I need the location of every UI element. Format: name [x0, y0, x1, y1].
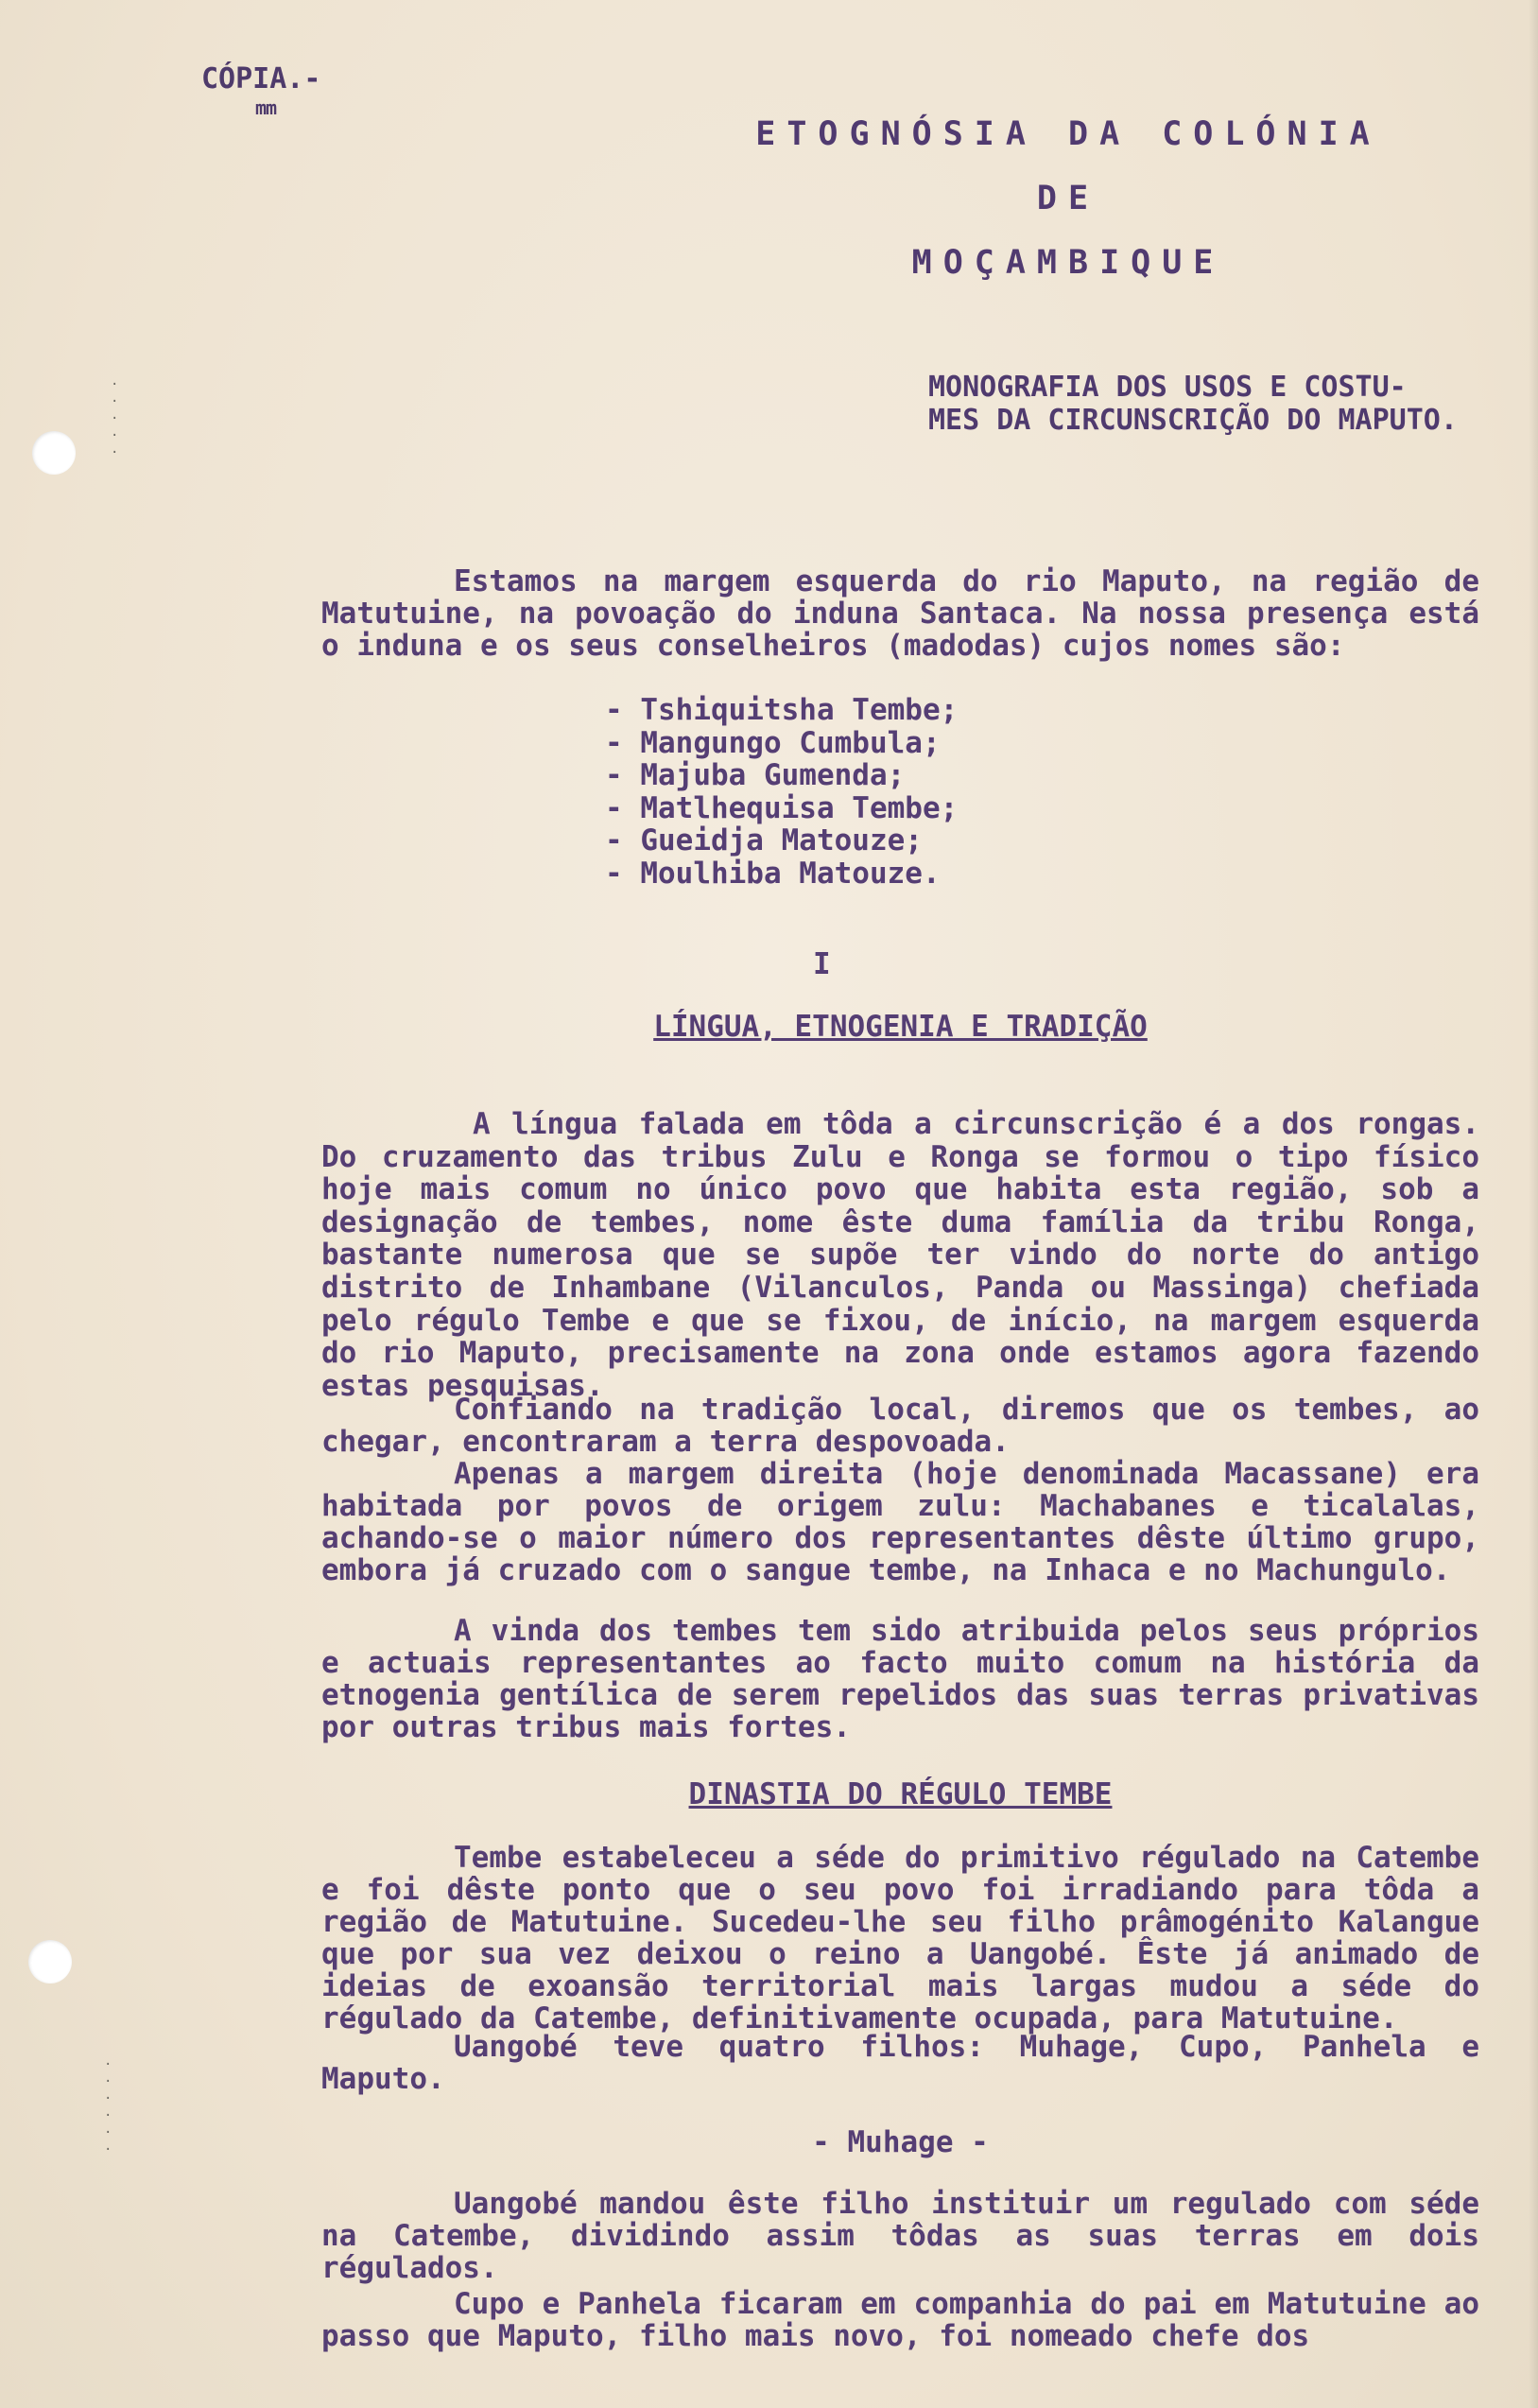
intro-paragraph: Estamos na margem esquerda do rio Maputo, na região de Matutuine, na povoação do induna Santaca. Na nossa presença está o induna e os seus conselheiros (madodas) cujos nomes são: — [321, 564, 1479, 663]
section-heading: LÍNGUA, ETNOGENIA E TRADIÇÃO — [653, 1010, 1148, 1044]
monograph-subtitle: MONOGRAFIA DOS USOS E COSTU- MES DA CIRCUNSCRIÇÃO DO MAPUTO. — [928, 371, 1458, 437]
document-title-line-3: MOÇAMBIQUE — [911, 244, 1225, 282]
margin-marks-bottom: · · · · · · — [104, 2057, 112, 2157]
counselor-item: - Matlhequisa Tembe; — [605, 790, 959, 825]
copy-stamp: CÓPIA.- — [201, 62, 321, 95]
dynasty-paragraph-2: Uangobé teve quatro filhos: Muhage, Cupo, Panhela e Maputo. — [321, 2030, 1479, 2096]
section-paragraph-1: A língua falada em tôda a circunscrição é a dos rongas. Do cruzamento das tribus Zulu e Ronga se formou o tipo físico hoje mais comum no único povo que habita esta região, sob a designação de tembes, nome êste duma família da tribu Ronga, bastante numerosa que se supõe ter vindo do norte do antigo distrito de Inhambane (Vilanculos, Panda ou Massinga) chefiada pelo régulo Tembe e que se fixou, de início, na margem esquerda do rio Maputo, precisamente na zona onde estamos agora fazendo estas pesquisas. — [321, 1107, 1479, 1403]
subsection-heading: - Muhage - — [812, 2125, 989, 2159]
counselor-item: - Majuba Gumenda; — [605, 758, 906, 792]
counselor-item: - Mangungo Cumbula; — [605, 725, 941, 760]
muhage-paragraph-1: Uangobé mandou êste filho instituir um regulado com séde na Catembe, dividindo assim tôdas as suas terras em dois régulados. — [321, 2187, 1479, 2285]
punch-hole-top — [32, 431, 76, 475]
page-edge-shadow — [1529, 0, 1538, 2408]
counselor-item: - Moulhiba Matouze. — [605, 856, 941, 891]
section-paragraph-4: A vinda dos tembes tem sido atribuida pelos seus próprios e actuais representantes ao facto muito comum na história da etnogenia gentílica de serem repelidos das suas terras privativas por outras tribus mais fortes. — [321, 1614, 1479, 1744]
copy-initials: mm — [255, 96, 277, 119]
section-paragraph-3: Apenas a margem direita (hoje denominada Macassane) era habitada por povos de origem zulu: Machabanes e ticalalas, achando-se o maior número dos representantes dêste último grupo, embora já cruzado com o sangue tembe, na Inhaca e no Machungulo. — [321, 1457, 1479, 1587]
margin-marks-top: · · · · · — [111, 377, 119, 460]
document-title-line-2: DE — [1036, 180, 1100, 217]
section-number: I — [813, 947, 831, 981]
dynasty-heading: DINASTIA DO RÉGULO TEMBE — [688, 1777, 1113, 1811]
document-title-line-1: ETOGNÓSIA DA COLÓNIA — [755, 115, 1381, 153]
dynasty-paragraph-1: Tembe estabeleceu a séde do primitivo régulado na Catembe e foi dêste ponto que o seu povo foi irradiando para tôda a região de Matutuine. Sucedeu-lhe seu filho prâmogénito Kalangue que por sua vez deixou o reino a Uangobé. Êste já animado de ideias de exoansão territorial mais largas mudou a séde do régulado da Catembe, definitivamente ocupada, para Matutuine. — [321, 1841, 1479, 2036]
section-paragraph-2: Confiando na tradição local, diremos que os tembes, ao chegar, encontraram a terra despovoada. — [321, 1393, 1479, 1459]
counselor-item: - Gueidja Matouze; — [605, 823, 923, 858]
muhage-paragraph-2: Cupo e Panhela ficaram em companhia do pai em Matutuine ao passo que Maputo, filho mais novo, foi nomeado chefe dos — [321, 2287, 1479, 2353]
counselor-list — [605, 694, 958, 890]
punch-hole-bottom — [28, 1940, 72, 1984]
counselor-item: - Tshiquitsha Tembe; — [605, 693, 959, 727]
